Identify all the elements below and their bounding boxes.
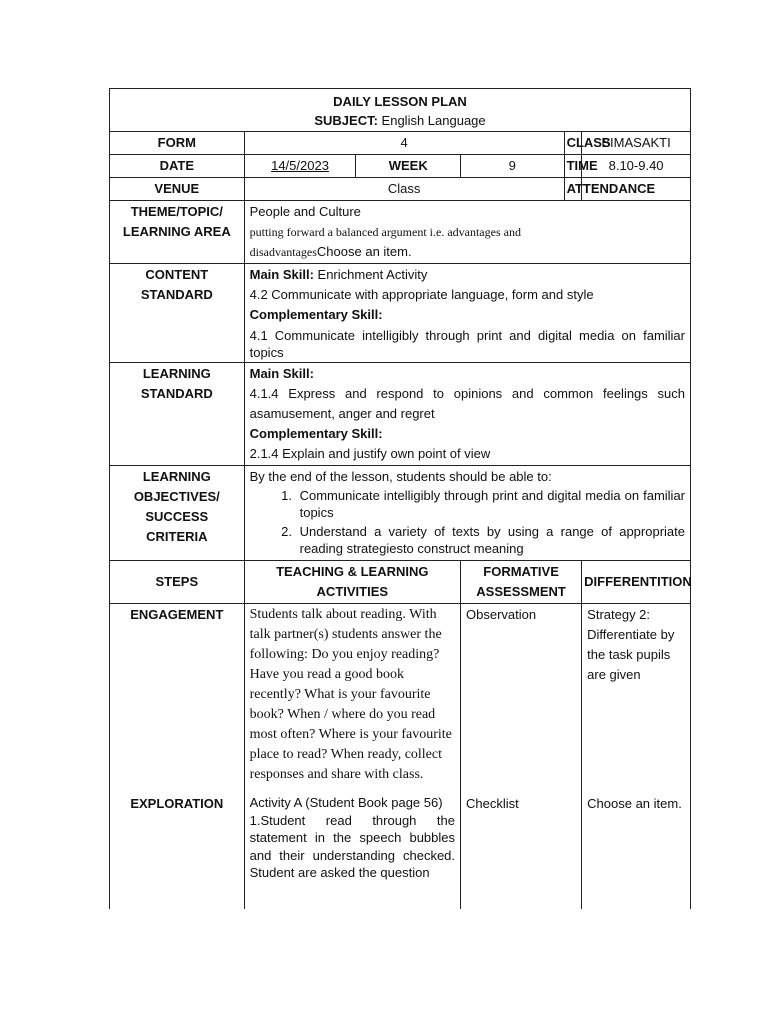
learning-main-label: Main Skill: (249, 366, 314, 381)
learning-standard-label-line1: LEARNING (142, 366, 211, 381)
venue-row (110, 178, 691, 201)
attendance-label: ATTENDANCE (564, 178, 582, 201)
content-standard-content (244, 264, 690, 363)
lesson-plan-table (109, 88, 691, 909)
header-row (110, 89, 691, 132)
learning-standard-content (244, 363, 690, 466)
venue-label: VENUE (110, 178, 245, 201)
content-main-value: Enrichment Activity (313, 267, 428, 282)
form-value: 4 (244, 132, 564, 155)
exploration-activity-line2: 1.Student read through the statement in the speech bubbles and their understanding checked. Student are asked the question (249, 812, 456, 880)
document-title: DAILY LESSON PLAN (333, 94, 467, 109)
exploration-label: EXPLORATION (110, 786, 245, 909)
learning-standard-label-line2: STANDARD (140, 386, 213, 401)
exploration-row (110, 786, 691, 909)
venue-value: Class (244, 178, 564, 201)
content-comp-label: Complementary Skill: (249, 307, 383, 322)
theme-line2: putting forward a balanced argument i.e. advantages and (249, 225, 521, 239)
steps-header: STEPS (110, 561, 245, 604)
content-standard-row (110, 264, 691, 363)
theme-line3 (250, 242, 685, 262)
week-label: WEEK (356, 155, 461, 178)
objectives-label (110, 466, 245, 561)
exploration-assessment: Checklist (461, 786, 582, 909)
learning-standard-row (110, 363, 691, 466)
engagement-label: ENGAGEMENT (110, 604, 245, 787)
objectives-intro: By the end of the lesson, students should be able to: (249, 469, 552, 484)
assessment-header: FORMATIVE ASSESSMENT (461, 561, 582, 604)
engagement-activity: Students talk about reading. With talk partner(s) students answer the following: Do you enjoy reading? Have you read a good book recently? What is your favourite book? When / where do you read most often? Where is your favourite place to read? When ready, collect responses and share with class. (244, 604, 460, 787)
engagement-differentiation: Strategy 2: Differentiate by the task pupils are given (582, 604, 691, 787)
form-label: FORM (110, 132, 245, 155)
content-standard-label-line1: CONTENT (145, 267, 209, 282)
learning-comp-label: Complementary Skill: (249, 426, 383, 441)
content-main-skill (250, 265, 685, 285)
objective-item: 1. Communicate intelligibly through print and digital media on familiar topics (296, 487, 685, 521)
objectives-label-line2: OBJECTIVES/ (133, 489, 220, 504)
class-value: BIMASAKTI (582, 132, 691, 155)
objectives-label-line3: SUCCESS (145, 509, 209, 524)
objectives-label-line4: CRITERIA (146, 529, 208, 544)
subject-value: English Language (381, 113, 486, 128)
time-value: 8.10-9.40 (582, 155, 691, 178)
exploration-differentiation[interactable]: Choose an item. (582, 786, 691, 909)
theme-line1: People and Culture (249, 204, 361, 219)
theme-label-line2: LEARNING AREA (122, 224, 231, 239)
date-label: DATE (110, 155, 245, 178)
exploration-activity-line1: Activity A (Student Book page 56) (249, 795, 443, 810)
objectives-row (110, 466, 691, 561)
date-value: 14/5/2023 (244, 155, 356, 178)
form-row (110, 132, 691, 155)
theme-label (110, 201, 245, 264)
exploration-activity (244, 786, 460, 909)
engagement-assessment: Observation (461, 604, 582, 787)
date-row (110, 155, 691, 178)
objectives-content (244, 466, 690, 561)
content-main-label: Main Skill: (249, 267, 314, 282)
steps-header-row (110, 561, 691, 604)
time-label: TIME (564, 155, 582, 178)
learning-main-detail: 4.1.4 Express and respond to opinions and common feelings such asamusement, anger and regret (249, 386, 685, 421)
theme-line3a: disadvantages (249, 245, 317, 259)
week-value: 9 (461, 155, 565, 178)
subject-line (115, 111, 685, 130)
learning-comp-detail: 2.1.4 Explain and justify own point of view (249, 446, 491, 461)
theme-row (110, 201, 691, 264)
learning-standard-label (110, 363, 245, 466)
class-label: CLASS (564, 132, 582, 155)
objective-item: 2. Understand a variety of texts by using a range of appropriate reading strategiesto construct meaning (296, 523, 685, 557)
objectives-label-line1: LEARNING (142, 469, 211, 484)
content-standard-label (110, 264, 245, 363)
engagement-row (110, 604, 691, 787)
subject-label: SUBJECT: (314, 113, 378, 128)
activities-header: TEACHING & LEARNING ACTIVITIES (244, 561, 460, 604)
content-comp-detail: 4.1 Communicate intelligibly through print and digital media on familiar topics (249, 328, 685, 360)
content-standard-label-line2: STANDARD (140, 287, 213, 302)
header-cell (110, 89, 691, 132)
theme-label-line1: THEME/TOPIC/ (130, 204, 223, 219)
theme-content (244, 201, 690, 264)
content-main-detail: 4.2 Communicate with appropriate language, form and style (249, 287, 594, 302)
objectives-list (250, 487, 685, 557)
differentiation-header: DIFFERENTITION (582, 561, 691, 604)
theme-choose-item[interactable]: Choose an item. (316, 244, 412, 259)
